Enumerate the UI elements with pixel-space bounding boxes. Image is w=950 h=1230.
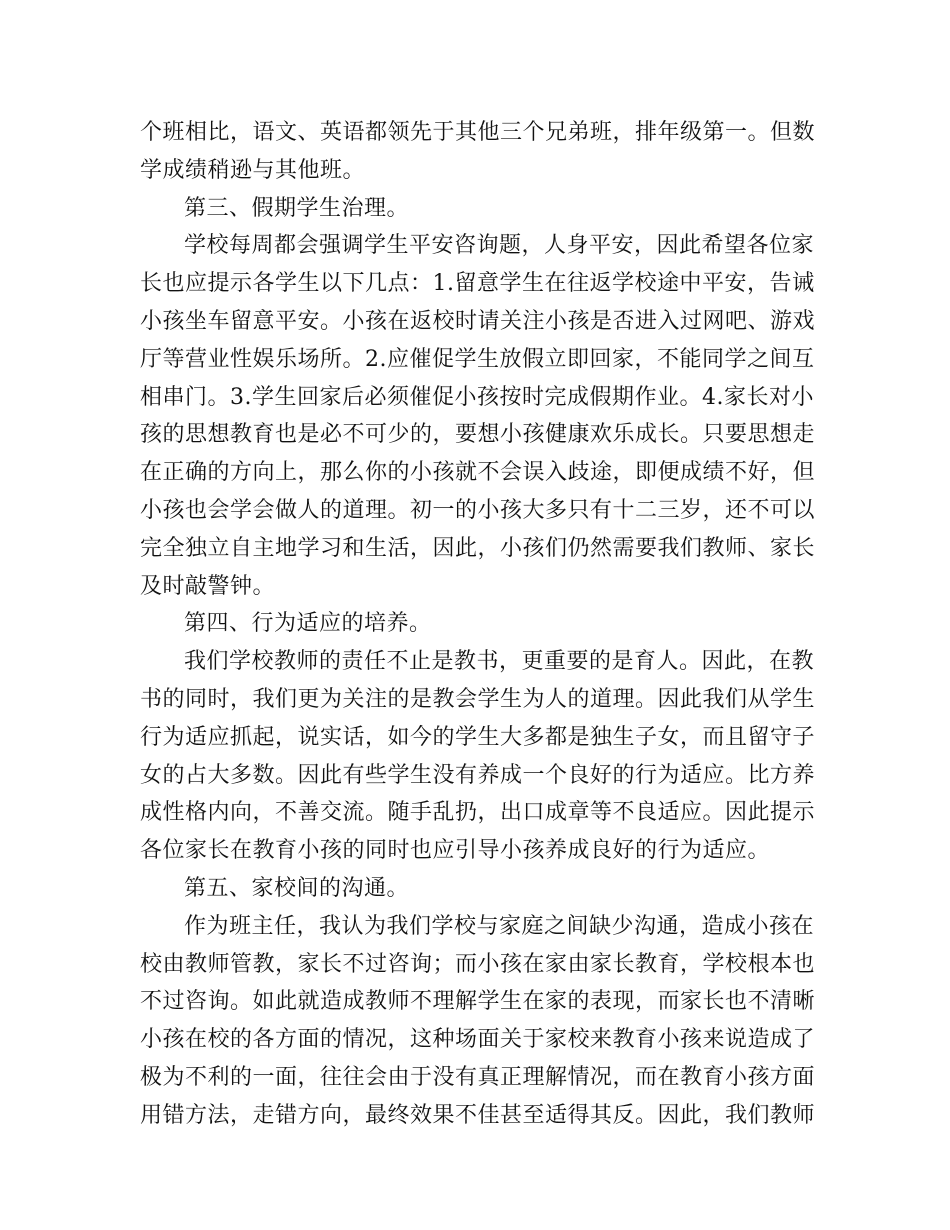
- text-line: 小孩也会学会做人的道理。初一的小孩大多只有十二三岁，还不可以: [140, 497, 816, 523]
- text-line: 不过咨询。如此就造成教师不理解学生在家的表现，而家长也不清晰: [140, 989, 816, 1015]
- text-line: 学校每周都会强调学生平安咨询题，人身平安，因此希望各位家: [184, 233, 815, 259]
- text-line: 个班相比，语文、英语都领先于其他三个兄弟班，排年级第一。但数: [140, 120, 816, 145]
- text-line: 用错方法，走错方向，最终效果不佳甚至适得其反。因此，我们教师: [140, 1102, 816, 1128]
- text-line: 厅等营业性娱乐场所。2.应催促学生放假立即回家，不能同学之间互: [140, 346, 815, 372]
- text-line: 书的同时，我们更为关注的是教会学生为人的道理。因此我们从学生: [140, 686, 816, 712]
- text-line: 女的占大多数。因此有些学生没有养成一个良好的行为适应。比方养: [140, 762, 816, 788]
- text-line: 极为不利的一面，往往会由于没有真正理解情况，而在教育小孩方面: [140, 1064, 816, 1090]
- text-line: 行为适应抓起，说实话，如今的学生大多都是独生子女，而且留守子: [140, 724, 816, 750]
- text-line: 我们学校教师的责任不止是教书，更重要的是育人。因此，在教: [184, 649, 815, 675]
- text-line: 校由教师管教，家长不过咨询；而小孩在家由家长教育，学校根本也: [140, 951, 816, 977]
- text-line: 第五、家校间的沟通。: [184, 875, 410, 901]
- text-line: 第四、行为适应的培养。: [184, 611, 432, 637]
- text-line: 成性格内向，不善交流。随手乱扔，出口成章等不良适应。因此提示: [140, 800, 816, 826]
- text-line: 学成绩稍逊与其他班。: [140, 157, 366, 183]
- document-body: [140, 114, 816, 1135]
- text-line: 长也应提示各学生以下几点：1.留意学生在往返学校途中平安，告诫: [140, 271, 815, 297]
- text-line: 孩的思想教育也是必不可少的，要想小孩健康欢乐成长。只要思想走: [140, 422, 816, 448]
- text-line: 相串门。3.学生回家后必须催促小孩按时完成假期作业。4.家长对小: [140, 384, 814, 410]
- text-line: 小孩在校的各方面的情况，这种场面关于家校来教育小孩来说造成了: [140, 1027, 816, 1053]
- text-line: 在正确的方向上，那么你的小孩就不会误入歧途，即便成绩不好，但: [140, 460, 816, 486]
- text-line: 小孩坐车留意平安。小孩在返校时请关注小孩是否进入过网吧、游戏: [140, 308, 816, 334]
- text-line: 及时敲警钟。: [140, 573, 276, 599]
- text-line: 完全独立自主地学习和生活，因此，小孩们仍然需要我们教师、家长: [140, 535, 816, 561]
- text-line: 各位家长在教育小孩的同时也应引导小孩养成良好的行为适应。: [140, 838, 771, 864]
- text-line: 作为班主任，我认为我们学校与家庭之间缺少沟通，造成小孩在: [184, 913, 815, 939]
- text-line: 第三、假期学生治理。: [184, 195, 410, 221]
